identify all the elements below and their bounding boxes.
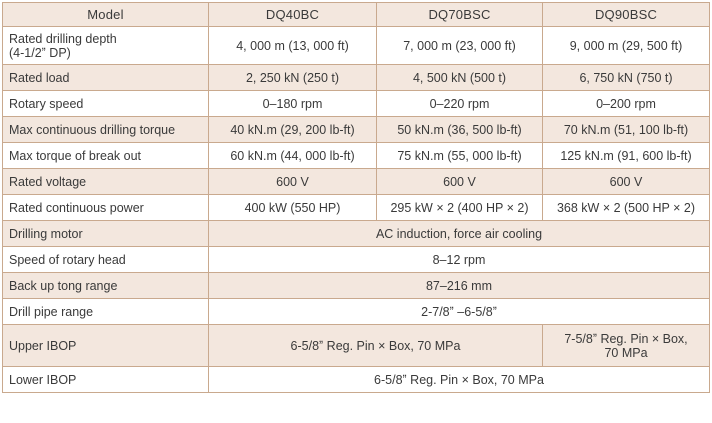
- cell-value: 40 kN.m (29, 200 lb-ft): [209, 117, 377, 143]
- table-row: [3, 247, 710, 273]
- cell-value-merged: 2-7/8ˮ –6-5/8ˮ: [209, 299, 710, 325]
- cell-value: 368 kW × 2 (500 HP × 2): [543, 195, 710, 221]
- cell-value: 4, 500 kN (500 t): [377, 65, 543, 91]
- cell-value: 125 kN.m (91, 600 lb-ft): [543, 143, 710, 169]
- table-row: [3, 169, 710, 195]
- table-row: [3, 273, 710, 299]
- specification-table: [2, 2, 710, 393]
- cell-value: 0–180 rpm: [209, 91, 377, 117]
- row-label: Rated load: [3, 65, 209, 91]
- table-row: [3, 325, 710, 367]
- row-label: Upper IBOP: [3, 325, 209, 367]
- cell-value-line2: 70 MPa: [604, 345, 648, 360]
- cell-value: 7, 000 m (23, 000 ft): [377, 27, 543, 65]
- cell-value: 295 kW × 2 (400 HP × 2): [377, 195, 543, 221]
- cell-value-merged: 8–12 rpm: [209, 247, 710, 273]
- table-row: [3, 195, 710, 221]
- cell-value: 0–220 rpm: [377, 91, 543, 117]
- table-row: [3, 27, 710, 65]
- cell-value: 600 V: [377, 169, 543, 195]
- cell-value: 4, 000 m (13, 000 ft): [209, 27, 377, 65]
- row-label: Max torque of break out: [3, 143, 209, 169]
- row-label: [3, 27, 209, 65]
- cell-value: 50 kN.m (36, 500 lb-ft): [377, 117, 543, 143]
- cell-value: 60 kN.m (44, 000 lb-ft): [209, 143, 377, 169]
- cell-value: 9, 000 m (29, 500 ft): [543, 27, 710, 65]
- row-label: Max continuous drilling torque: [3, 117, 209, 143]
- table-row: [3, 143, 710, 169]
- cell-value-line1: 7-5/8ˮ Reg. Pin × Box,: [564, 331, 688, 346]
- cell-value-merged: 87–216 mm: [209, 273, 710, 299]
- table-row: [3, 91, 710, 117]
- header-dq70bsc: DQ70BSC: [377, 3, 543, 27]
- row-label: Speed of rotary head: [3, 247, 209, 273]
- row-label: Rotary speed: [3, 91, 209, 117]
- cell-value: 70 kN.m (51, 100 lb-ft): [543, 117, 710, 143]
- cell-value: 600 V: [209, 169, 377, 195]
- cell-value: 0–200 rpm: [543, 91, 710, 117]
- row-label-line1: Rated drilling depth: [9, 31, 117, 46]
- cell-value: 400 kW (550 HP): [209, 195, 377, 221]
- cell-value: 2, 250 kN (250 t): [209, 65, 377, 91]
- cell-value: 75 kN.m (55, 000 lb-ft): [377, 143, 543, 169]
- table-row: [3, 367, 710, 393]
- header-dq90bsc: DQ90BSC: [543, 3, 710, 27]
- table-row: [3, 299, 710, 325]
- header-dq40bc: DQ40BC: [209, 3, 377, 27]
- header-model: Model: [3, 3, 209, 27]
- row-label-line2: (4-1/2ˮ DP): [9, 45, 71, 60]
- row-label: Rated continuous power: [3, 195, 209, 221]
- cell-value-merged: AC induction, force air cooling: [209, 221, 710, 247]
- row-label: Drilling motor: [3, 221, 209, 247]
- cell-value-merged: 6-5/8ˮ Reg. Pin × Box, 70 MPa: [209, 325, 543, 367]
- cell-value: [543, 325, 710, 367]
- cell-value: 6, 750 kN (750 t): [543, 65, 710, 91]
- table-header-row: [3, 3, 710, 27]
- table-row: [3, 65, 710, 91]
- row-label: Drill pipe range: [3, 299, 209, 325]
- row-label: Lower IBOP: [3, 367, 209, 393]
- row-label: Rated voltage: [3, 169, 209, 195]
- row-label: Back up tong range: [3, 273, 209, 299]
- table-row: [3, 117, 710, 143]
- cell-value: 600 V: [543, 169, 710, 195]
- table-row: [3, 221, 710, 247]
- cell-value-merged: 6-5/8ˮ Reg. Pin × Box, 70 MPa: [209, 367, 710, 393]
